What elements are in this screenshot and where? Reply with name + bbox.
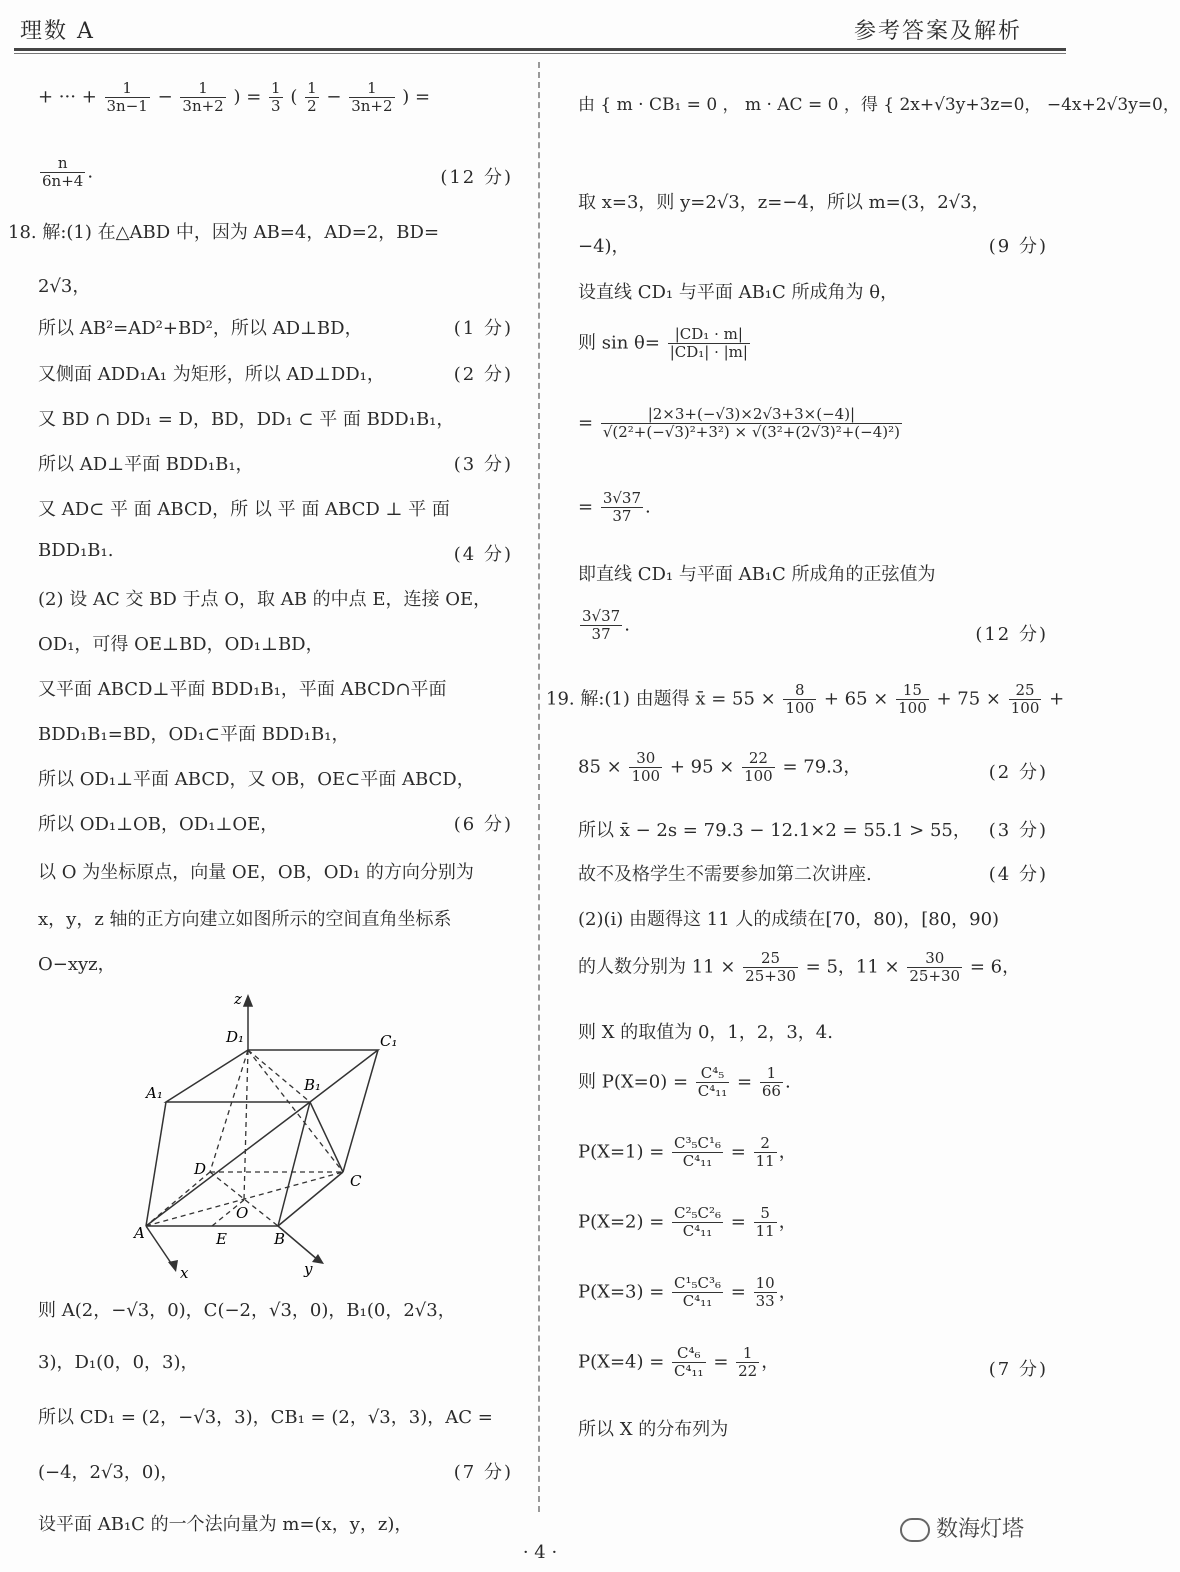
- text-line: x，y，z 轴的正方向建立如图所示的空间直角坐标系: [38, 909, 452, 930]
- text-line: $\frac{3√37}{37}$ . (12 分): [582, 607, 1048, 645]
- text-line: 所以 X 的分布列为: [578, 1419, 729, 1440]
- score-label: (4 分): [988, 864, 1048, 885]
- label-O: O: [236, 1204, 249, 1222]
- text-line: OD₁，可得 OE⊥BD，OD₁⊥BD，: [38, 634, 324, 655]
- column-divider: [538, 62, 540, 1512]
- label-A1: A₁: [146, 1084, 163, 1102]
- wechat-icon: [900, 1518, 930, 1542]
- text-line: BDD₁B₁. (4 分): [38, 540, 513, 565]
- score-label: (3 分): [453, 454, 513, 475]
- header-rule-thin: [14, 53, 1066, 54]
- fraction: $\frac{n}{6n+4}$: [42, 154, 84, 190]
- fraction: $\frac{1}{22}$: [738, 1344, 758, 1380]
- label-A: A: [134, 1224, 145, 1242]
- fraction: $\frac{1}{3}$: [271, 79, 281, 115]
- text-line: = $\frac{3√37}{37}$ .: [578, 489, 651, 525]
- text-line: 18. 解:(1) 在△ABD 中，因为 AB=4，AD=2，BD=: [8, 222, 440, 243]
- fraction: $\frac{15}{100}$: [898, 681, 927, 717]
- fraction: $\frac{\text{C³₅C¹₆}}{\text{C⁴₁₁}}$: [674, 1134, 722, 1170]
- text-line: 又平面 ABCD⊥平面 BDD₁B₁，平面 ABCD∩平面: [38, 679, 447, 700]
- score-label: (12 分): [975, 624, 1048, 645]
- fraction: $\frac{25}{25+30}$: [745, 949, 796, 985]
- text-line: 所以 AB²=AD²+BD²，所以 AD⊥BD， (1 分): [38, 314, 513, 340]
- score-label: (12 分): [440, 167, 513, 188]
- geometry-figure: [128, 990, 418, 1280]
- label-y: y: [304, 1260, 313, 1278]
- fraction: $\frac{\text{|CD₁ · m|}}{\text{|CD₁| · |m|}}$: [669, 325, 748, 361]
- fraction: $\frac{1}{3n-1}$: [106, 79, 148, 115]
- fraction: $\frac{|2\times 3+(-√3)\times 2√3+3\times(-4)|}{\text{√(2²+(−√3)²+3²) × √(3²+(2√3)²+(−4)²)}}$: [602, 405, 900, 441]
- fraction: $\frac{8}{100}$: [785, 681, 815, 717]
- text-line: BDD₁B₁=BD，OD₁⊂平面 BDD₁B₁，: [38, 724, 350, 745]
- text-line: 则 P(X=0) = $\frac{\text{C⁴₅}}{\text{C⁴₁₁}}$ = $\frac{1}{66}$ .: [578, 1064, 791, 1100]
- text-line: (−4，2√3，0)， (7 分): [38, 1458, 513, 1484]
- score-label: (2 分): [988, 762, 1048, 783]
- label-B: B: [274, 1230, 286, 1248]
- score-label: (2 分): [453, 364, 513, 385]
- text-line: + ··· + $\frac{1}{3n-1}$ − $\frac{1}{3n+2}$ ) = $\frac{1}{3}$ ( $\frac{1}{2}$ − $\frac{1}{3n+2}$ ) =: [38, 79, 431, 115]
- fraction: $\frac{1}{66}$: [761, 1064, 781, 1100]
- fraction: $\frac{30}{100}$: [631, 749, 661, 785]
- text-line: 则 X 的取值为 0，1，2，3，4.: [578, 1022, 833, 1043]
- fraction: $\frac{30}{25+30}$: [909, 949, 961, 985]
- fraction: $\frac{\text{C⁴₆}}{\text{C⁴₁₁}}$: [674, 1344, 704, 1380]
- subject-label: 理数 A: [20, 19, 95, 44]
- score-label: (1 分): [453, 318, 513, 339]
- header-rule: [14, 48, 1066, 51]
- fraction: $\frac{2}{11}$: [755, 1134, 775, 1170]
- text-line: 又侧面 ADD₁A₁ 为矩形，所以 AD⊥DD₁， (2 分): [38, 360, 513, 386]
- text-line: (2) 设 AC 交 BD 于点 O，取 AB 的中点 E，连接 OE，: [38, 589, 492, 610]
- equation-system: 由 { m · CB₁ = 0 ， m · AC = 0 ，得 { 2x+√3y+3z=0， −4x+2√3y=0，: [578, 95, 1180, 115]
- text-line: 85 × $\frac{30}{100}$ + 95 × $\frac{22}{100}$ = 79.3， (2 分): [578, 749, 1048, 785]
- text-line: 3)，D₁(0，0，3)，: [38, 1352, 199, 1373]
- label-E: E: [216, 1230, 227, 1248]
- fraction: $\frac{\text{C²₅C²₆}}{\text{C⁴₁₁}}$: [674, 1204, 722, 1240]
- text-line: (2)(i) 由题得这 11 人的成绩在[70，80)，[80，90): [578, 909, 1000, 930]
- fraction: $\frac{25}{100}$: [1010, 681, 1040, 717]
- text-line: $\frac{n}{6n+4}$ . (12 分): [42, 154, 513, 190]
- fraction: $\frac{3√37}{37}$: [602, 489, 642, 525]
- section-title: 参考答案及解析: [853, 19, 1022, 44]
- text-line: 所以 OD₁⊥平面 ABCD，又 OB，OE⊂平面 ABCD，: [38, 769, 475, 790]
- label-D1: D₁: [226, 1028, 245, 1046]
- fraction: $\frac{\text{C⁴₅}}{\text{C⁴₁₁}}$: [697, 1064, 728, 1100]
- text-line: 所以 AD⊥平面 BDD₁B₁， (3 分): [38, 450, 513, 476]
- text-line: O−xyz，: [38, 954, 116, 975]
- text-line: −4)， (9 分): [578, 232, 1048, 258]
- fraction: $\frac{3√37}{37}$: [582, 607, 621, 643]
- text-line: 又 BD ∩ DD₁ = D，BD，DD₁ ⊂ 平 面 BDD₁B₁，: [38, 409, 455, 430]
- text-line: = $\frac{|2\times 3+(-√3)\times 2√3+3\times(-4)|}{\text{√(2²+(−√3)²+3²) × √(3²+(2√3)²+(−4)²)}}$: [578, 405, 900, 441]
- label-C: C: [350, 1172, 362, 1190]
- text-line: 取 x=3，则 y=2√3，z=−4，所以 m=(3，2√3，: [578, 192, 990, 213]
- fraction: $\frac{1}{2}$: [307, 79, 317, 115]
- text-line: 以 O 为坐标原点，向量 OE，OB，OD₁ 的方向分别为: [38, 862, 474, 883]
- text-line: 则 sin θ= $\frac{\text{|CD₁ · m|}}{\text{|CD₁| · |m|}}$: [578, 325, 748, 361]
- text-line: 故不及格学生不需要参加第二次讲座. (4 分): [578, 860, 1048, 886]
- score-label: (6 分): [453, 814, 513, 835]
- text-line: P(X=3) = $\frac{\text{C¹₅C³₆}}{\text{C⁴₁₁}}$ = $\frac{10}{33}$ ，: [578, 1274, 797, 1310]
- text-line: 设平面 AB₁C 的一个法向量为 m=(x，y，z)，: [38, 1514, 413, 1535]
- score-label: (4 分): [453, 544, 513, 565]
- page-header: [18, 10, 1062, 44]
- score-label: (3 分): [988, 820, 1048, 841]
- fraction: $\frac{\text{C¹₅C³₆}}{\text{C⁴₁₁}}$: [674, 1274, 722, 1310]
- label-z: z: [234, 990, 242, 1008]
- fraction: $\frac{1}{3n+2}$: [182, 79, 224, 115]
- text-line: 所以 x̄ − 2s = 79.3 − 12.1×2 = 55.1 > 55， (3 分): [578, 816, 1048, 842]
- text-line: P(X=2) = $\frac{\text{C²₅C²₆}}{\text{C⁴₁₁}}$ = $\frac{5}{11}$ ，: [578, 1204, 797, 1240]
- text-line: 所以 OD₁⊥OB，OD₁⊥OE， (6 分): [38, 810, 513, 836]
- fraction: $\frac{10}{33}$: [755, 1274, 775, 1310]
- text-line: 又 AD⊂ 平 面 ABCD，所 以 平 面 ABCD ⊥ 平 面: [38, 499, 450, 520]
- fraction: $\frac{1}{3n+2}$: [351, 79, 393, 115]
- label-x: x: [180, 1264, 189, 1282]
- text-line: 即直线 CD₁ 与平面 AB₁C 所成角的正弦值为: [578, 564, 936, 585]
- label-C1: C₁: [380, 1032, 398, 1050]
- text-line: 的人数分别为 11 × $\frac{25}{25+30}$ = 5，11 × $\frac{30}{25+30}$ = 6，: [578, 949, 1021, 985]
- text-line: 设直线 CD₁ 与平面 AB₁C 所成角为 θ，: [578, 282, 899, 303]
- fraction: $\frac{5}{11}$: [755, 1204, 775, 1240]
- text-line: 2√3，: [38, 276, 91, 297]
- watermark: 数海灯塔: [900, 1512, 1024, 1543]
- text-line: P(X=4) = $\frac{\text{C⁴₆}}{\text{C⁴₁₁}}$ = $\frac{1}{22}$ ， (7 分): [578, 1344, 1048, 1380]
- page-number: · 4 ·: [522, 1542, 558, 1563]
- text-line: P(X=1) = $\frac{\text{C³₅C¹₆}}{\text{C⁴₁₁}}$ = $\frac{2}{11}$ ，: [578, 1134, 797, 1170]
- score-label: (9 分): [988, 236, 1048, 257]
- fraction: $\frac{22}{100}$: [744, 749, 773, 785]
- text-line: 所以 CD₁ = (2，−√3，3)，CB₁ = (2，√3，3)，AC =: [38, 1407, 493, 1428]
- label-B1: B₁: [304, 1076, 322, 1094]
- text-line: 则 A(2，−√3，0)，C(−2，√3，0)，B₁(0，2√3，: [38, 1300, 456, 1321]
- score-label: (7 分): [453, 1462, 513, 1483]
- score-label: (7 分): [988, 1359, 1048, 1380]
- label-D: D: [194, 1160, 207, 1178]
- text-line: 19. 解:(1) 由题得 x̄ = 55 × $\frac{8}{100}$ + 65 × $\frac{15}{100}$ + 75 × $\frac{25}{100}$ +: [546, 681, 1065, 717]
